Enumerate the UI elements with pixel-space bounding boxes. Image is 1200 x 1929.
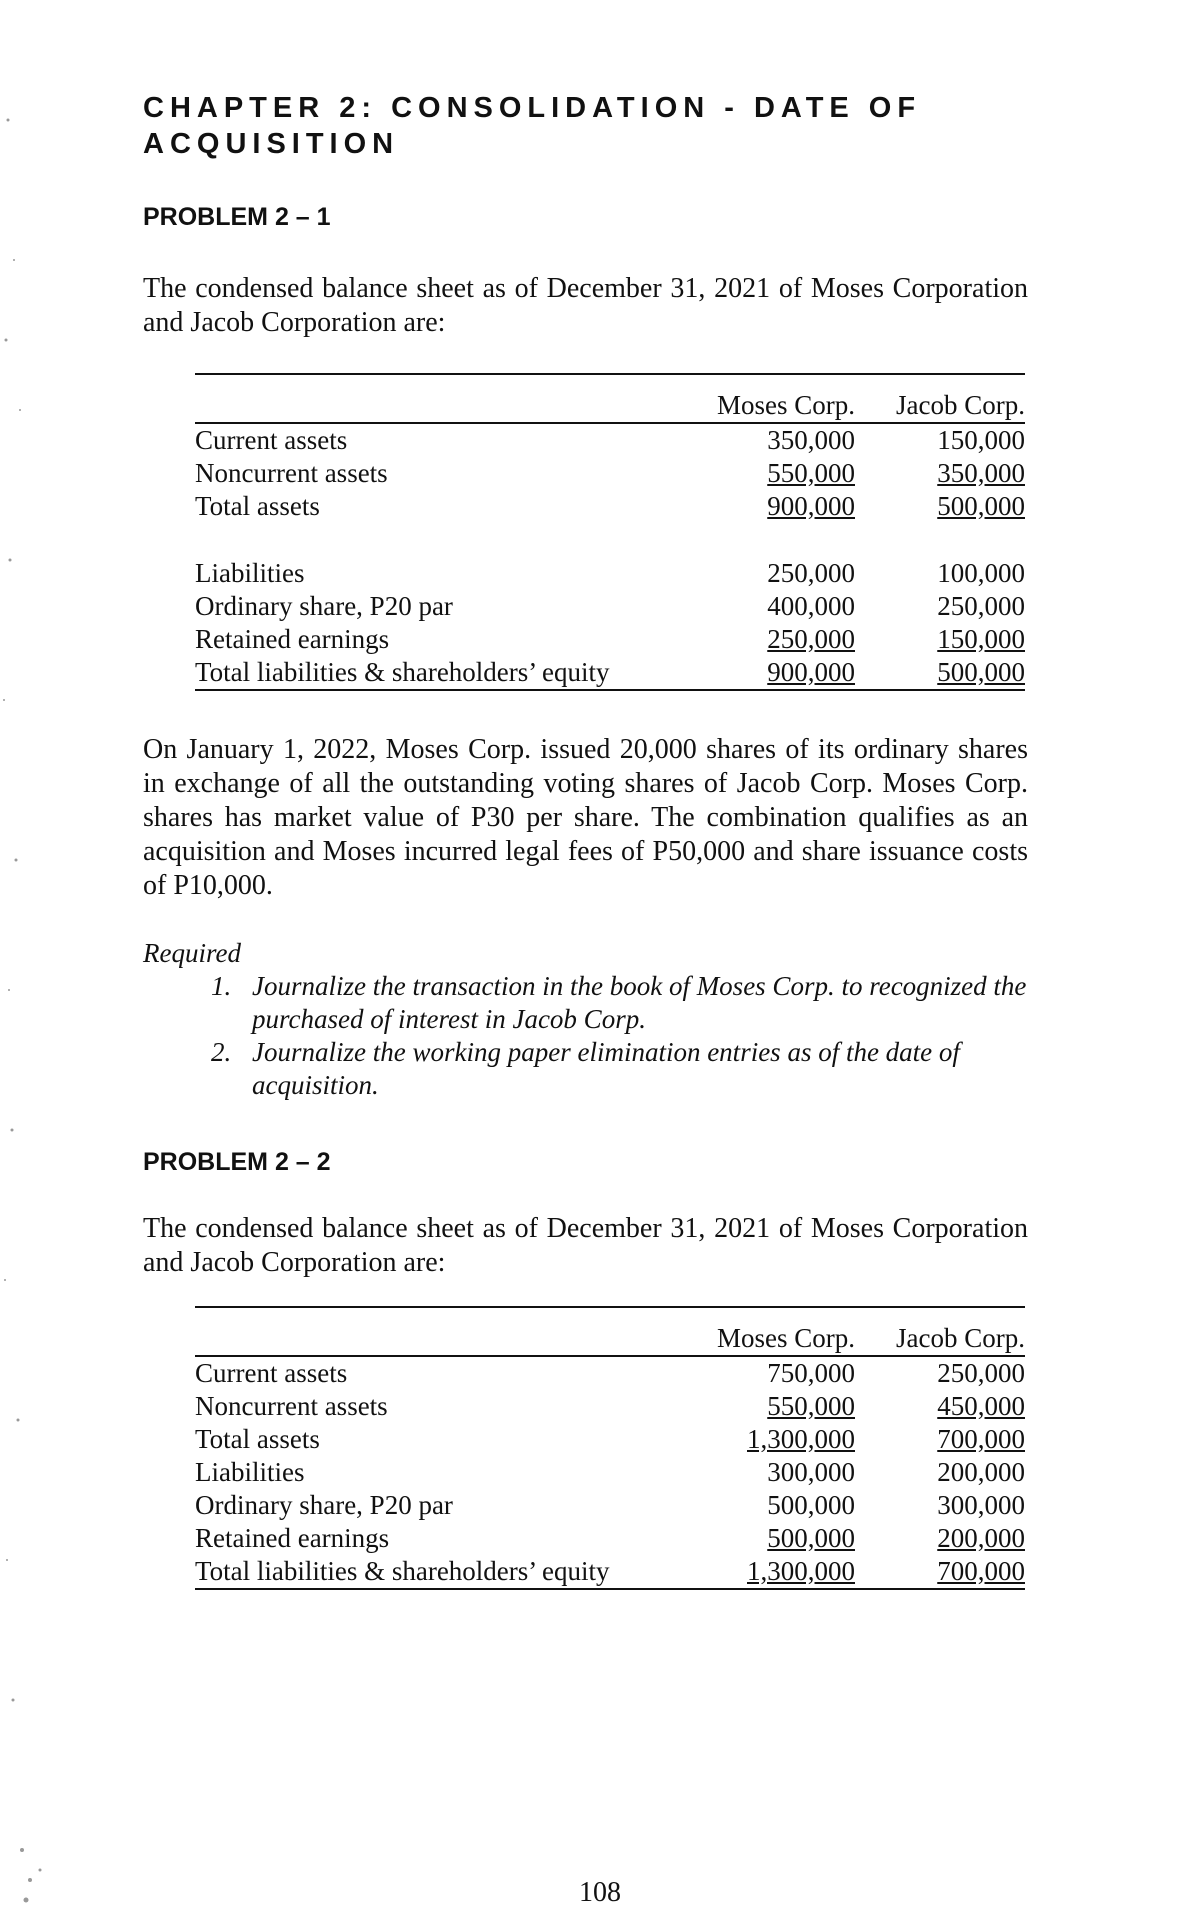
required-label: Required — [143, 938, 241, 968]
moses-value: 550,000 — [767, 458, 855, 488]
table-row — [195, 1423, 1025, 1456]
jacob-value: 500,000 — [937, 657, 1025, 687]
row-label: Current assets — [195, 425, 348, 455]
jacob-value: 200,000 — [937, 1523, 1025, 1553]
row-label: Ordinary share, P20 par — [195, 591, 453, 621]
row-label: Retained earnings — [195, 1523, 390, 1553]
moses-value: 500,000 — [767, 1490, 855, 1520]
moses-value: 350,000 — [767, 425, 855, 455]
moses-value: 1,300,000 — [747, 1424, 855, 1454]
table-row — [195, 423, 1025, 457]
row-label: Total liabilities & shareholders’ equity — [195, 1556, 610, 1586]
jacob-value: 700,000 — [937, 1424, 1025, 1454]
jacob-value: 700,000 — [937, 1556, 1025, 1586]
jacob-value: 150,000 — [937, 624, 1025, 654]
page-number: 108 — [579, 1877, 621, 1908]
table-row — [195, 1555, 1025, 1589]
required-section — [143, 937, 1043, 1102]
table-row — [195, 623, 1025, 656]
row-label: Total assets — [195, 1424, 320, 1454]
row-label: Current assets — [195, 1358, 348, 1388]
table-header-row — [195, 374, 1025, 423]
jacob-value: 300,000 — [937, 1490, 1025, 1520]
problem-2-1-narrative: On January 1, 2022, Moses Corp. issued 20,000 shares of its ordinary shares in exchange of all the outstanding voting shares of Jacob Corp. Moses Corp. shares has market value of P30 per share. The combination qualifies as an acquisition and Moses incurred legal fees of P50,000 and share issuance costs of P10,000. — [143, 734, 1028, 901]
column-header-moses: Moses Corp. — [716, 1323, 855, 1353]
required-item: 2. Journalize the working paper elimination entries as of the date of acquisition. — [238, 1036, 1043, 1102]
moses-value: 250,000 — [767, 624, 855, 654]
jacob-value: 500,000 — [937, 491, 1025, 521]
moses-value: 500,000 — [767, 1523, 855, 1553]
row-label: Retained earnings — [195, 624, 390, 654]
table-row — [195, 1522, 1025, 1555]
table-row — [195, 1456, 1025, 1489]
balance-sheet-table-1 — [195, 373, 1025, 691]
moses-value: 400,000 — [767, 591, 855, 621]
required-item: 1. Journalize the transaction in the book of Moses Corp. to recognized the purchased of interest in Jacob Corp. — [238, 970, 1043, 1036]
table-row — [195, 656, 1025, 690]
problem-2-2-intro: The condensed balance sheet as of December 31, 2021 of Moses Corporation and Jacob Corporation are: — [143, 1213, 1028, 1278]
row-label: Noncurrent assets — [195, 1391, 388, 1421]
moses-value: 550,000 — [767, 1391, 855, 1421]
row-label: Liabilities — [195, 1457, 305, 1487]
moses-value: 750,000 — [767, 1358, 855, 1388]
problem-2-2-title: PROBLEM 2 – 2 — [143, 1148, 331, 1176]
table-row — [195, 457, 1025, 490]
scan-margin-specks — [0, 0, 60, 1929]
table-row — [195, 1390, 1025, 1423]
balance-sheet-table-2 — [195, 1306, 1025, 1590]
moses-value: 900,000 — [767, 657, 855, 687]
jacob-value: 200,000 — [937, 1457, 1025, 1487]
column-header-jacob: Jacob Corp. — [896, 390, 1025, 420]
moses-value: 1,300,000 — [747, 1556, 855, 1586]
table-row — [195, 557, 1025, 590]
problem-2-1-intro: The condensed balance sheet as of December 31, 2021 of Moses Corporation and Jacob Corporation are: — [143, 273, 1028, 338]
column-header-jacob: Jacob Corp. — [896, 1323, 1025, 1353]
row-label: Total assets — [195, 491, 320, 521]
row-label: Total liabilities & shareholders’ equity — [195, 657, 610, 687]
problem-2-1-title: PROBLEM 2 – 1 — [143, 203, 331, 231]
table-header-row — [195, 1307, 1025, 1356]
jacob-value: 250,000 — [937, 591, 1025, 621]
moses-value: 900,000 — [767, 491, 855, 521]
row-label: Noncurrent assets — [195, 458, 388, 488]
jacob-value: 250,000 — [937, 1358, 1025, 1388]
column-header-moses: Moses Corp. — [716, 390, 855, 420]
table-row — [195, 490, 1025, 523]
jacob-value: 350,000 — [937, 458, 1025, 488]
jacob-value: 150,000 — [937, 425, 1025, 455]
moses-value: 300,000 — [767, 1457, 855, 1487]
chapter-title: CHAPTER 2: CONSOLIDATION - DATE OF ACQUISITION — [143, 92, 922, 160]
row-label: Ordinary share, P20 par — [195, 1490, 453, 1520]
jacob-value: 450,000 — [937, 1391, 1025, 1421]
table-row — [195, 590, 1025, 623]
row-label: Liabilities — [195, 558, 305, 588]
moses-value: 250,000 — [767, 558, 855, 588]
jacob-value: 100,000 — [937, 558, 1025, 588]
table-row — [195, 1356, 1025, 1390]
table-row — [195, 1489, 1025, 1522]
